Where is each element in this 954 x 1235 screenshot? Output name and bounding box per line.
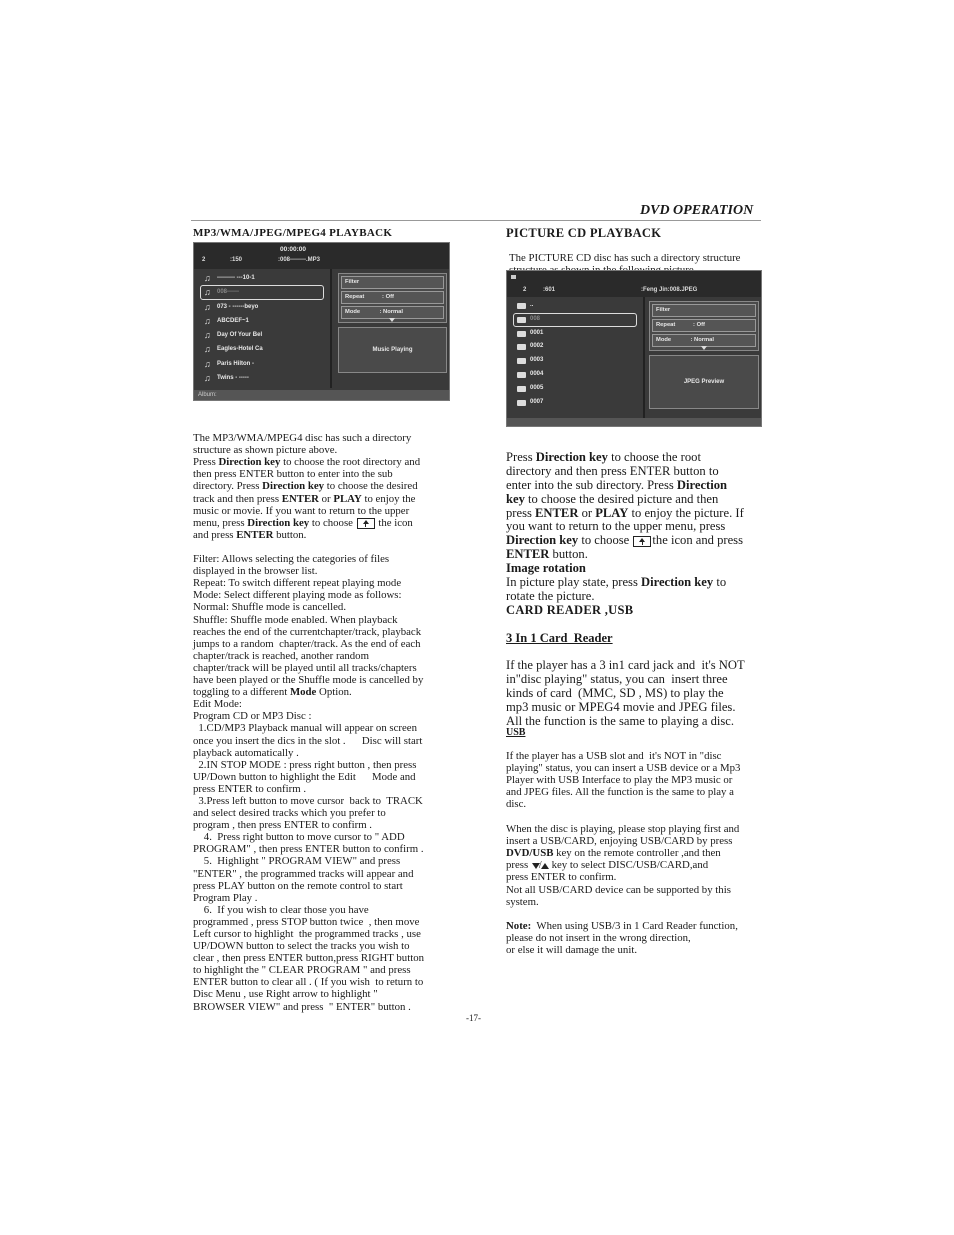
filter-option: Filter: [341, 276, 444, 289]
mp3-screen-info-num: 2: [202, 257, 206, 263]
picture-preview-pane: [649, 355, 759, 409]
list-item: ♫ 073 - ------beyo: [204, 301, 259, 312]
folder-icon: [517, 317, 526, 323]
music-note-icon: ♫: [204, 330, 211, 341]
music-note-icon: ♫: [204, 287, 211, 298]
filter-option: Filter: [652, 304, 756, 317]
picture-body-text: Press Direction key to choose the root directory and then press ENTER button to enter into the sub directory. Press Direction key to choose the desired picture and then press ENTER or PLAY to enjoy the picture. If you want to return to the upper menu, press Direction key to choose the icon and press ENTER button. Image rotation In picture play state, press Direction key to rotate the picture.: [506, 449, 744, 603]
mp3-intro-text: The MP3/WMA/MPEG4 disc has such a directory structure as shown picture above. Press Direction key to choose the root directory and then press ENTER button to enter into the sub directory. Press Direction key to choose the desired track and then press ENTER or PLAY to enjoy the music or movie. If you want to return to the upper menu, press Direction key to choose the icon and press ENTER button.: [193, 432, 421, 541]
list-item: ♫ Paris Hilton -: [204, 358, 255, 369]
list-item: 0003: [513, 354, 637, 368]
picture-screen-info-count: :601: [543, 287, 556, 293]
list-item: 0002: [513, 340, 637, 354]
picture-status-text: JPEG Preview: [683, 379, 725, 385]
picture-browser-screenshot: [506, 270, 762, 427]
mp3-screen-info-file: :008--------.MP3: [278, 257, 320, 263]
music-note-icon: ♫: [204, 373, 211, 384]
folder-icon: [517, 303, 526, 309]
card-section-title: CARD READER ,USB: [506, 603, 634, 617]
page-number: -17-: [466, 1013, 481, 1023]
folder-icon: [517, 372, 526, 378]
folder-icon: [517, 344, 526, 350]
return-up-icon: [357, 518, 375, 529]
list-item: 008: [513, 313, 637, 327]
folder-icon: [517, 400, 526, 406]
mode-option: Mode : Normal: [341, 306, 444, 319]
mp3-screen-divider: [330, 269, 332, 388]
mp3-status-pane: [338, 327, 447, 373]
picture-screen-info-file: :Feng Jin:008.JPEG: [641, 287, 698, 293]
card-body-text: If the player has a 3 in1 card jack and it's NOT in"disc playing" status, you can insert three kinds of card (MMC, SD , MS) to play the mp3 music or MPEG4 movie and JPEG files. All the function is the same to playing a disc.: [506, 657, 745, 728]
down-up-arrow-icon: /: [531, 861, 549, 871]
list-item: ♫ ABCDEF~1: [204, 315, 249, 326]
return-up-icon: [633, 536, 651, 547]
list-item: ♫ 008------: [200, 285, 324, 299]
mp3-screen-time: 00:00:00: [280, 246, 307, 253]
picture-section-title: PICTURE CD PLAYBACK: [506, 226, 662, 240]
usb-subtitle: USB: [506, 727, 526, 738]
picture-screen-divider: [643, 297, 645, 418]
picture-folder-list: [513, 299, 637, 409]
repeat-option: Repeat : Off: [341, 291, 444, 304]
list-item: ♫ Eagles-Hotel Ca: [204, 344, 263, 355]
picture-options-panel: [649, 301, 759, 351]
mp3-browser-screenshot: [193, 242, 450, 401]
music-note-icon: ♫: [204, 301, 211, 312]
mp3-section-title: MP3/WMA/JPEG/MPEG4 PLAYBACK: [193, 227, 393, 239]
card-subtitle: 3 In 1 Card Reader: [506, 631, 613, 645]
scroll-down-icon: [389, 318, 395, 322]
list-item: 0005: [513, 382, 637, 396]
usb-note-text: Note: When using USB/3 in 1 Card Reader function, please do not insert in the wrong direction, or else it will damage the unit.: [506, 920, 738, 957]
picture-screen-header: [507, 271, 761, 297]
usb-instructions-text: When the disc is playing, please stop playing first and insert a USB/CARD, enjoying USB/CARD by press DVD/USB key on the remote controller ,and then press / key to select DISC/USB/CARD,and press ENTER to confirm. Not all USB/CARD device can be supported by this system.: [506, 823, 740, 908]
picture-intro-text: The PICTURE CD disc has such a directory structure: [509, 252, 741, 265]
mp3-track-list: [200, 271, 324, 385]
stop-icon: [511, 275, 516, 279]
list-item: ♫ --------- ---10-1: [204, 273, 255, 283]
list-item: 0001: [513, 327, 637, 341]
repeat-option: Repeat : Off: [652, 319, 756, 332]
usb-body-text: If the player has a USB slot and it's NOT in "disc playing" status, you can insert a USB device or a Mp3 Player with USB Interface to play the MP3 music or and JPEG files. All the function is the same to play a disc.: [506, 750, 741, 811]
music-note-icon: ♫: [204, 344, 211, 355]
list-item: ♫ Twins - -----: [204, 373, 249, 384]
music-note-icon: ♫: [204, 358, 211, 369]
mp3-screen-header: [194, 243, 449, 269]
header-rule: [191, 220, 761, 221]
music-note-icon: ♫: [204, 315, 211, 326]
picture-screen-info-num: 2: [523, 287, 527, 293]
mp3-screen-info-count: :150: [230, 257, 243, 263]
mp3-status-text: Music Playing: [372, 347, 413, 353]
list-item: ♫ Day Of Your Bel: [204, 330, 263, 341]
music-note-icon: ♫: [204, 273, 211, 283]
folder-icon: [517, 358, 526, 364]
folder-icon: [517, 386, 526, 392]
picture-bottom-bar: [507, 418, 761, 426]
scroll-down-icon: [701, 346, 707, 350]
list-item: 0004: [513, 368, 637, 382]
mp3-body-text: Filter: Allows selecting the categories of files displayed in the browser list. Repeat: To switch different repeat playing mode Mode: Select different playing mode as follows: Normal: Shuffle mode is cancelled. Shuffle: Shuffle mode enabled. When playback reaches the end of the currentchapter/track, playback jumps to a random chapter/track. As the end of each chapter/track is reached, another random chapter/track will be played until all tracks/chapters have been played or the Shuffle mode is cancelled by toggling to a different Mode Option. Edit Mode: Program CD or MP3 Disc : 1.CD/MP3 Playback manual will appear on screen once you insert the dics in the slot . Disc will start playback automatically . 2.IN STOP MODE : press right button , then press UP/Down button to highlight the Edit Mode and press ENTER to confirm . 3.Press left button to move cursor back to TRACK and select desired tracks which you prefer to program , then press ENTER to confirm . 4. Press right button to move cursor to " ADD PROGRAM" , then press ENTER button to confirm . 5. Highlight " PROGRAM VIEW" and press "ENTER" , the programmed tracks will appear and press PLAY button on the remote control to start Program Play . 6. If you wish to clear those you have programmed , press STOP button twice , then move Left cursor to highlight the programmed tracks , use UP/DOWN button to select the tracks you wish to clear , then press ENTER button,press RIGHT button to highlight the " CLEAR PROGRAM " and press ENTER button to clear all . ( If you wish to return to Disc Menu , use Right arrow to highlight " BROWSER VIEW" and press " ENTER" button .: [193, 553, 424, 1013]
mp3-options-panel: [338, 273, 447, 323]
list-item: 0007: [513, 396, 637, 410]
mp3-album-bar: Album:: [194, 390, 449, 400]
list-item: ..: [513, 299, 637, 313]
mode-option: Mode : Normal: [652, 334, 756, 347]
header-title: DVD OPERATION: [640, 203, 754, 218]
folder-icon: [517, 331, 526, 337]
